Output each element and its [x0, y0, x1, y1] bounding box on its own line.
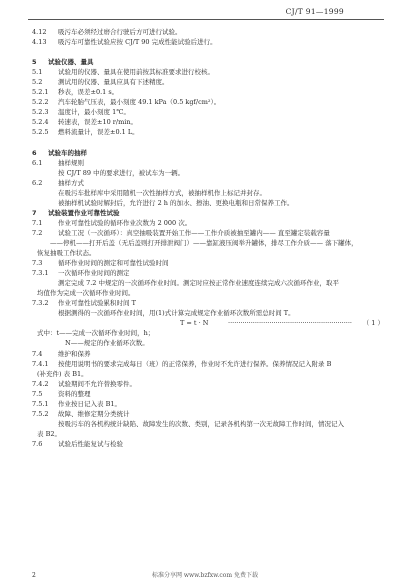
- clause-text: 温度计，最小刻度 1℃。: [58, 108, 130, 117]
- clause-text: 测定完成 7.2 中规定的一次循环作业时间。测定时应按正常作业速度连续完成六次循环作业，取平: [58, 279, 339, 288]
- clause-number: 7.1: [32, 218, 43, 227]
- clause-number: 5.2: [32, 78, 43, 87]
- clause-text: 均值作为完成一次循环作业时间。: [37, 289, 135, 298]
- clause-text: 根据测得的一次循环作业时间，用(1)式计算完成规定作业循环次数所需总时间 T。: [58, 309, 295, 318]
- blank-line: [0, 48, 410, 58]
- text-line: [0, 28, 410, 38]
- text-line: [0, 360, 410, 370]
- clause-text: 试验工况（一次循环）：真空抽吸装置开始工作——工作介质被抽至罐内—— 直至罐定装载容量: [58, 228, 330, 237]
- text-line: [0, 400, 410, 410]
- clause-text: 抽样方式: [58, 178, 84, 187]
- clause-text: 试验车的抽样: [48, 148, 87, 157]
- clause-number: 5.2.4: [32, 118, 49, 127]
- clause-number: 5.2.2: [32, 98, 49, 107]
- text-line: [0, 199, 410, 209]
- clause-number: 5.2.3: [32, 108, 49, 117]
- standard-code-header: CJ/T 91—1999: [285, 7, 344, 16]
- text-line: [0, 88, 410, 98]
- clause-text: N——规定的作业循环次数。: [65, 339, 149, 348]
- text-line: [0, 169, 410, 179]
- page-number: 2: [32, 572, 36, 579]
- text-line: [0, 370, 410, 380]
- text-line: [0, 219, 410, 229]
- text-line: [0, 350, 410, 360]
- text-line: [0, 98, 410, 108]
- clause-number: 7.5.2: [32, 409, 49, 418]
- clause-number: 7.4.1: [32, 359, 49, 368]
- equation-number: （ 1 ）: [362, 319, 384, 328]
- clause-text: 维护和保养: [58, 349, 91, 358]
- text-line: [0, 159, 410, 169]
- clause-number: 7.4.2: [32, 379, 49, 388]
- clause-text: 按 CJ/T 89 中的要求进行，被试车为一辆。: [58, 168, 185, 177]
- clause-number: 5.2.1: [32, 88, 49, 97]
- text-line: [0, 339, 410, 349]
- clause-text: 恢复抽吸工作状态。: [37, 249, 96, 258]
- blank-line: [0, 139, 410, 149]
- clause-number: 7.3: [32, 259, 43, 268]
- clause-text: 作业按日记入表 B1。: [58, 399, 121, 408]
- clause-text: 试验仪器、量具: [48, 58, 94, 67]
- text-line: [0, 229, 410, 239]
- clause-text: 式中：t——完成一次循环作业时间，h；: [37, 329, 155, 338]
- text-line: [0, 380, 410, 390]
- text-line: [0, 289, 410, 299]
- clause-text: 燃料流量计，误差±0.1 L。: [58, 128, 139, 137]
- text-line: [0, 38, 410, 48]
- clause-text: 作业可靠性试验累积时间 T: [58, 299, 136, 308]
- clause-number: 7.3.2: [32, 299, 49, 308]
- text-line: [0, 189, 410, 199]
- clause-text: 资料的整理: [58, 389, 91, 398]
- clause-text: 转速表，误差±10 r/min。: [58, 118, 138, 127]
- text-line: [0, 440, 410, 450]
- clause-text: 试验期间不允许替换零件。: [58, 379, 136, 388]
- text-line: [0, 390, 410, 400]
- clause-number: 6.1: [32, 158, 43, 167]
- text-line: [0, 68, 410, 78]
- text-line: [0, 118, 410, 128]
- text-line: [0, 259, 410, 269]
- clause-number: 6: [32, 148, 37, 157]
- equation-line: [0, 319, 410, 329]
- clause-text: 在吸污车批样库中采用随机一次性抽样方式，被抽样机作上标记并封存。: [58, 188, 266, 197]
- equation-leader-dots: ····························································: [228, 319, 352, 328]
- text-line: [0, 179, 410, 189]
- clause-text: 作业可靠性试验的循环作业次数为 2 000 次。: [58, 218, 192, 227]
- clause-text: ——停机——打开后盖（无后盖则打开排泄阀门）——靠缸液压阀举升罐体，排尽工作介质—— 落下罐体，: [50, 238, 358, 247]
- clause-number: 7.6: [32, 439, 43, 448]
- clause-number: 5.1: [32, 68, 43, 77]
- clause-number: 7.5.1: [32, 399, 49, 408]
- clause-text: 表 B2。: [37, 429, 61, 438]
- watermark-text: 标准分享网 www.bzfxw.com 免费下载: [151, 572, 259, 579]
- clause-text: 被抽样机试验时解封后，允许进行 2 h 的加水、擦油、更换电瓶和日常保养工作。: [58, 198, 294, 207]
- section-heading: [0, 209, 410, 219]
- clause-text: 试验装置作业可靠性试验: [48, 208, 120, 217]
- text-line: [0, 299, 410, 309]
- text-line: [0, 249, 410, 259]
- equation-formula: T = t · N: [180, 319, 209, 328]
- text-line: [0, 269, 410, 279]
- text-line: [0, 78, 410, 88]
- text-line: [0, 420, 410, 430]
- clause-number: 5.2.5: [32, 128, 49, 137]
- text-line: [0, 128, 410, 138]
- clause-text: 试验后性能复试与检验: [58, 439, 123, 448]
- text-line: [0, 309, 410, 319]
- header-rule: [28, 19, 384, 20]
- text-line: [0, 430, 410, 440]
- clause-text: 秒表，误差±0.1 s。: [58, 88, 119, 97]
- clause-number: 4.12: [32, 28, 47, 36]
- clause-text: 测试用的仪器、量具应具有下述精度。: [58, 78, 169, 87]
- text-line: [0, 410, 410, 420]
- document-body: [0, 28, 410, 450]
- clause-number: 7.2: [32, 228, 43, 237]
- clause-text: 吸污车可靠性试验应按 CJ/T 90 完成性能试验后进行。: [58, 38, 217, 47]
- clause-number: 7.5: [32, 389, 43, 398]
- clause-text: (补充件) 表 B1。: [37, 369, 88, 378]
- clause-text: 汽车轮胎气压表，最小刻度 49.1 kPa（0.5 kgf/cm²）。: [58, 98, 221, 107]
- clause-text: 试验用的仪器、量具在使用前按其标准要求进行校核。: [58, 68, 214, 77]
- section-heading: [0, 58, 410, 68]
- clause-number: 7: [32, 208, 37, 217]
- clause-text: 抽样规则: [58, 158, 84, 167]
- clause-text: 故障、维修定期分类统计: [58, 409, 130, 418]
- section-heading: [0, 149, 410, 159]
- clause-number: 4.13: [32, 38, 47, 47]
- text-line: [0, 108, 410, 118]
- clause-number: 7.4: [32, 349, 43, 358]
- text-line: [0, 239, 410, 249]
- clause-text: 循环作业时间的测定和可靠性试验时间: [58, 259, 169, 268]
- clause-number: 6.2: [32, 178, 43, 187]
- clause-text: 一次循环作业时间的测定: [58, 269, 130, 278]
- clause-text: 吸污车必须经过磨合行驶后方可进行试验。: [58, 28, 182, 36]
- clause-text: 按使用说明书的要求完成每日（班）的正常保养，作业时不允许进行保养。保养情况记入附录 B: [58, 359, 332, 368]
- clause-text: 按吸污车的各机构统计缺陷、故障发生的次数、类别，记录各机构第一次无故障工作时间，情况记入: [58, 419, 344, 428]
- clause-number: 5: [32, 58, 37, 67]
- text-line: [0, 279, 410, 289]
- text-line: [0, 329, 410, 339]
- clause-number: 7.3.1: [32, 269, 49, 278]
